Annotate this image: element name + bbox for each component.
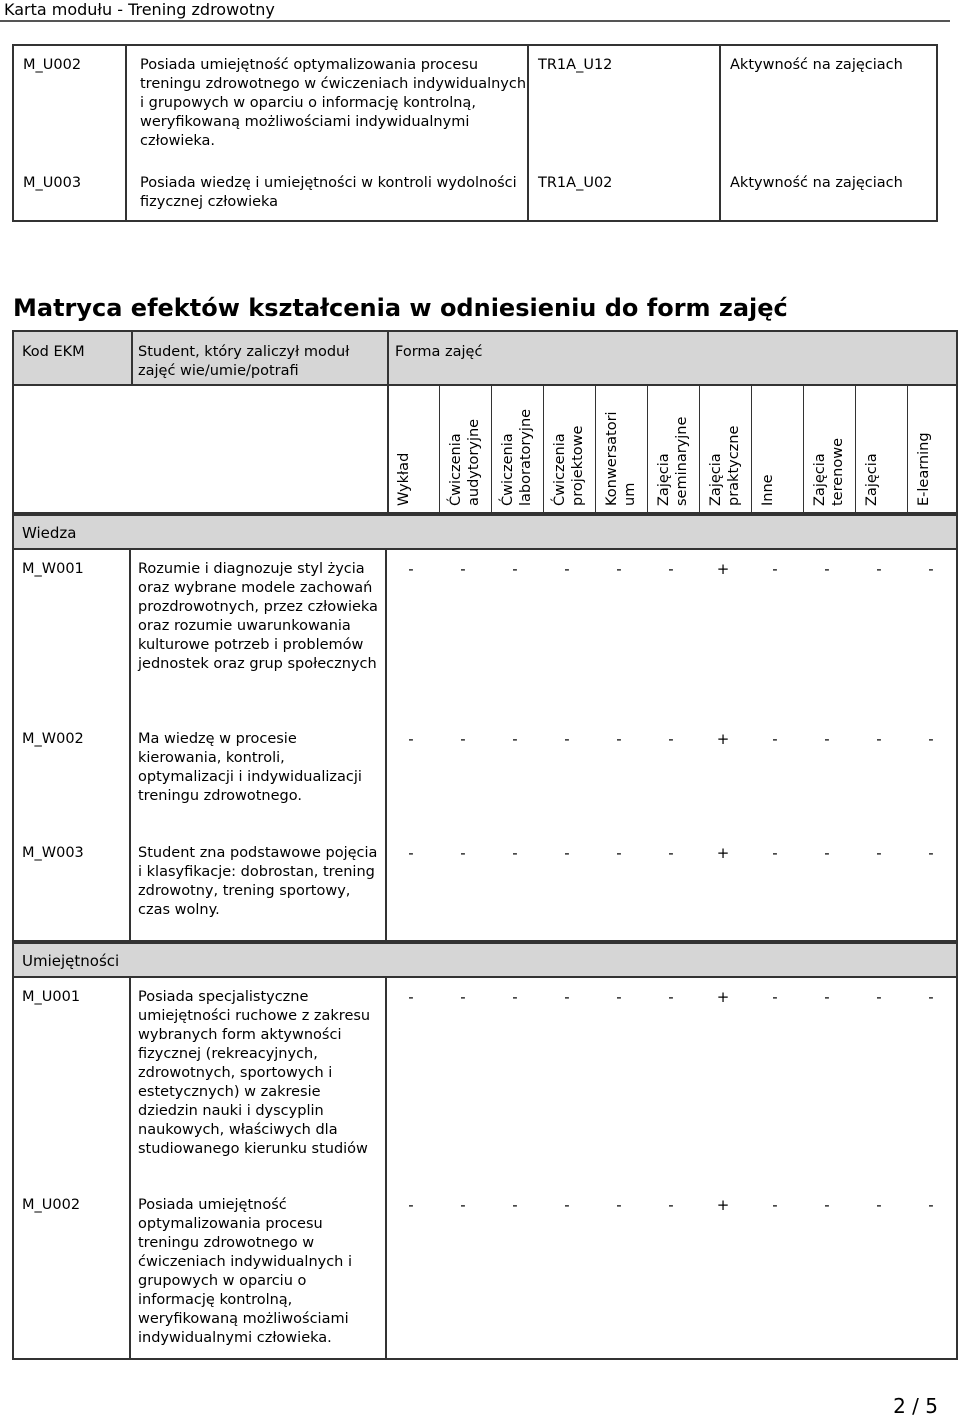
page-number: 2 / 5: [893, 1394, 938, 1418]
section-band: [12, 942, 958, 978]
effect-code: M_W002: [22, 731, 84, 747]
form-column-header: [543, 386, 596, 512]
form-column-label: Konwersatori um: [604, 411, 638, 506]
form-mark: +: [716, 730, 730, 748]
matrix-column-headers: [12, 386, 958, 514]
form-column-label: Ćwiczenia audytoryjne: [448, 418, 482, 506]
column-divider: [129, 550, 131, 940]
form-mark: -: [772, 988, 778, 1006]
form-column-header: [647, 386, 700, 512]
form-mark: -: [668, 560, 674, 578]
effect-description: Rozumie i diagnozuje styl życia oraz wybrane modele zachowań prozdrowotnych, przez człowieka oraz rozumie uwarunkowania kulturowe potrzeb i problemów jednostek oraz grup społecznych: [138, 561, 378, 672]
header-kod-cell: [14, 332, 133, 384]
form-mark: -: [772, 730, 778, 748]
header-student-label: Student, który zaliczył moduł zajęć wie/umie/potrafi: [138, 344, 350, 379]
form-mark: -: [616, 844, 622, 862]
effect-code: M_U001: [22, 989, 81, 1005]
section-label: Wiedza: [22, 524, 77, 542]
effect-code: M_U002: [13, 45, 126, 166]
column-header-spacer: [14, 386, 389, 512]
form-mark: -: [876, 560, 882, 578]
form-mark: -: [564, 988, 570, 1006]
form-mark: -: [512, 1196, 518, 1214]
form-mark: -: [460, 844, 466, 862]
form-mark: -: [668, 988, 674, 1006]
form-mark: +: [716, 844, 730, 862]
form-mark: -: [668, 1196, 674, 1214]
form-mark: -: [616, 988, 622, 1006]
section-label: Umiejętności: [22, 952, 120, 970]
form-column-header: [803, 386, 856, 512]
form-mark: -: [460, 560, 466, 578]
effects-matrix: [12, 330, 958, 1360]
effect-description: Posiada specjalistyczne umiejętności ruchowe z zakresu wybranych form aktywności fizycznej (rekreacyjnych, zdrowotnych, sportowych i estetycznych) w zakresie dziedzin nauki i dyscyplin naukowych, właściwych dla studiowanego kierunku studiów: [138, 989, 371, 1157]
table-row: [13, 45, 937, 166]
form-mark: -: [928, 1196, 934, 1214]
form-mark: -: [512, 844, 518, 862]
form-mark: -: [928, 730, 934, 748]
effect-code: M_W001: [22, 561, 84, 577]
table-row: [13, 166, 937, 221]
form-column-header: [491, 386, 544, 512]
effect-description: Posiada umiejętność optymalizowania procesu treningu zdrowotnego w ćwiczeniach indywidualnych i grupowych w oparciu o informację kontrolną, weryfikowaną możliwościami indywidualnymi człowieka.: [126, 45, 528, 166]
form-mark: +: [716, 988, 730, 1006]
form-columns: [387, 386, 956, 512]
column-divider: [129, 978, 131, 1358]
form-mark: -: [408, 730, 414, 748]
form-column-label: Zajęcia terenowe: [812, 437, 846, 506]
header-divider: [0, 20, 950, 22]
form-mark: -: [824, 844, 830, 862]
verification-method: Aktywność na zajęciach: [730, 57, 903, 73]
form-column-label: Wykład: [396, 452, 412, 506]
form-column-label: Zajęcia seminaryjne: [656, 416, 690, 506]
form-column-header: [907, 386, 959, 512]
effect-reference: TR1A_U02: [528, 166, 720, 221]
form-mark: -: [408, 1196, 414, 1214]
form-column-header: [751, 386, 804, 512]
form-mark: -: [876, 844, 882, 862]
header-student-cell: [131, 332, 389, 384]
matrix-title: Matryca efektów kształcenia w odniesieniu do form zajęć: [13, 294, 788, 322]
form-column-header: [387, 386, 440, 512]
effects-table: [12, 44, 938, 222]
section-body: [12, 550, 958, 942]
form-mark: -: [824, 730, 830, 748]
effect-reference: TR1A_U12: [528, 45, 720, 166]
effect-description: Student zna podstawowe pojęcia i klasyfikacje: dobrostan, trening zdrowotny, trening sportowy, czas wolny.: [138, 845, 378, 918]
form-column-label: Ćwiczenia projektowe: [552, 425, 586, 506]
form-mark: -: [824, 1196, 830, 1214]
form-mark: -: [512, 560, 518, 578]
matrix-header: [12, 330, 958, 386]
form-mark: -: [668, 730, 674, 748]
form-mark: -: [616, 560, 622, 578]
form-mark: -: [876, 988, 882, 1006]
form-mark: -: [512, 730, 518, 748]
form-column-header: [699, 386, 752, 512]
form-column-label: E-learning: [916, 432, 932, 506]
form-mark: -: [616, 1196, 622, 1214]
form-mark: -: [460, 1196, 466, 1214]
form-column-label: Ćwiczenia laboratoryjne: [500, 408, 534, 506]
effect-description: Posiada wiedzę i umiejętności w kontroli wydolności fizycznej człowieka: [126, 166, 528, 221]
effect-code: M_W003: [22, 845, 84, 861]
form-mark: +: [716, 1196, 730, 1214]
form-mark: -: [928, 988, 934, 1006]
form-column-label: Zajęcia praktyczne: [708, 425, 742, 506]
form-mark: -: [564, 844, 570, 862]
form-mark: -: [564, 560, 570, 578]
form-column-header: [595, 386, 648, 512]
form-mark: -: [408, 560, 414, 578]
header-forma-label: Forma zajęć: [395, 344, 483, 360]
form-mark: -: [876, 1196, 882, 1214]
form-mark: -: [512, 988, 518, 1006]
form-mark: -: [668, 844, 674, 862]
form-mark: -: [460, 730, 466, 748]
column-divider: [385, 978, 387, 1358]
form-column-header: [855, 386, 908, 512]
effect-code: M_U002: [22, 1197, 81, 1213]
form-mark: -: [564, 1196, 570, 1214]
page-header-title: Karta modułu - Trening zdrowotny: [4, 0, 275, 19]
verification-method: Aktywność na zajęciach: [730, 175, 903, 191]
form-column-label: Zajęcia: [864, 453, 880, 506]
form-mark: -: [824, 560, 830, 578]
form-mark: -: [460, 988, 466, 1006]
form-mark: -: [928, 844, 934, 862]
section-body: [12, 978, 958, 1360]
form-mark: -: [772, 1196, 778, 1214]
form-mark: -: [408, 844, 414, 862]
form-mark: -: [876, 730, 882, 748]
form-column-label: Inne: [760, 474, 776, 506]
form-mark: -: [772, 844, 778, 862]
effect-code: M_U003: [13, 166, 126, 221]
form-mark: -: [824, 988, 830, 1006]
effect-description: Posiada umiejętność optymalizowania procesu treningu zdrowotnego w ćwiczeniach indywidualnych i grupowych w oparciu o informację kontrolną, weryfikowaną możliwościami indywidualnymi człowieka.: [138, 1197, 353, 1346]
section-band: [12, 514, 958, 550]
effect-description: Ma wiedzę w procesie kierowania, kontroli, optymalizacji i indywidualizacji treningu zdrowotnego.: [138, 731, 362, 804]
header-kod-label: Kod EKM: [22, 344, 85, 360]
form-column-header: [439, 386, 492, 512]
form-mark: -: [564, 730, 570, 748]
form-mark: +: [716, 560, 730, 578]
form-mark: -: [616, 730, 622, 748]
header-forma-cell: [387, 332, 956, 384]
form-mark: -: [408, 988, 414, 1006]
form-mark: -: [928, 560, 934, 578]
form-mark: -: [772, 560, 778, 578]
